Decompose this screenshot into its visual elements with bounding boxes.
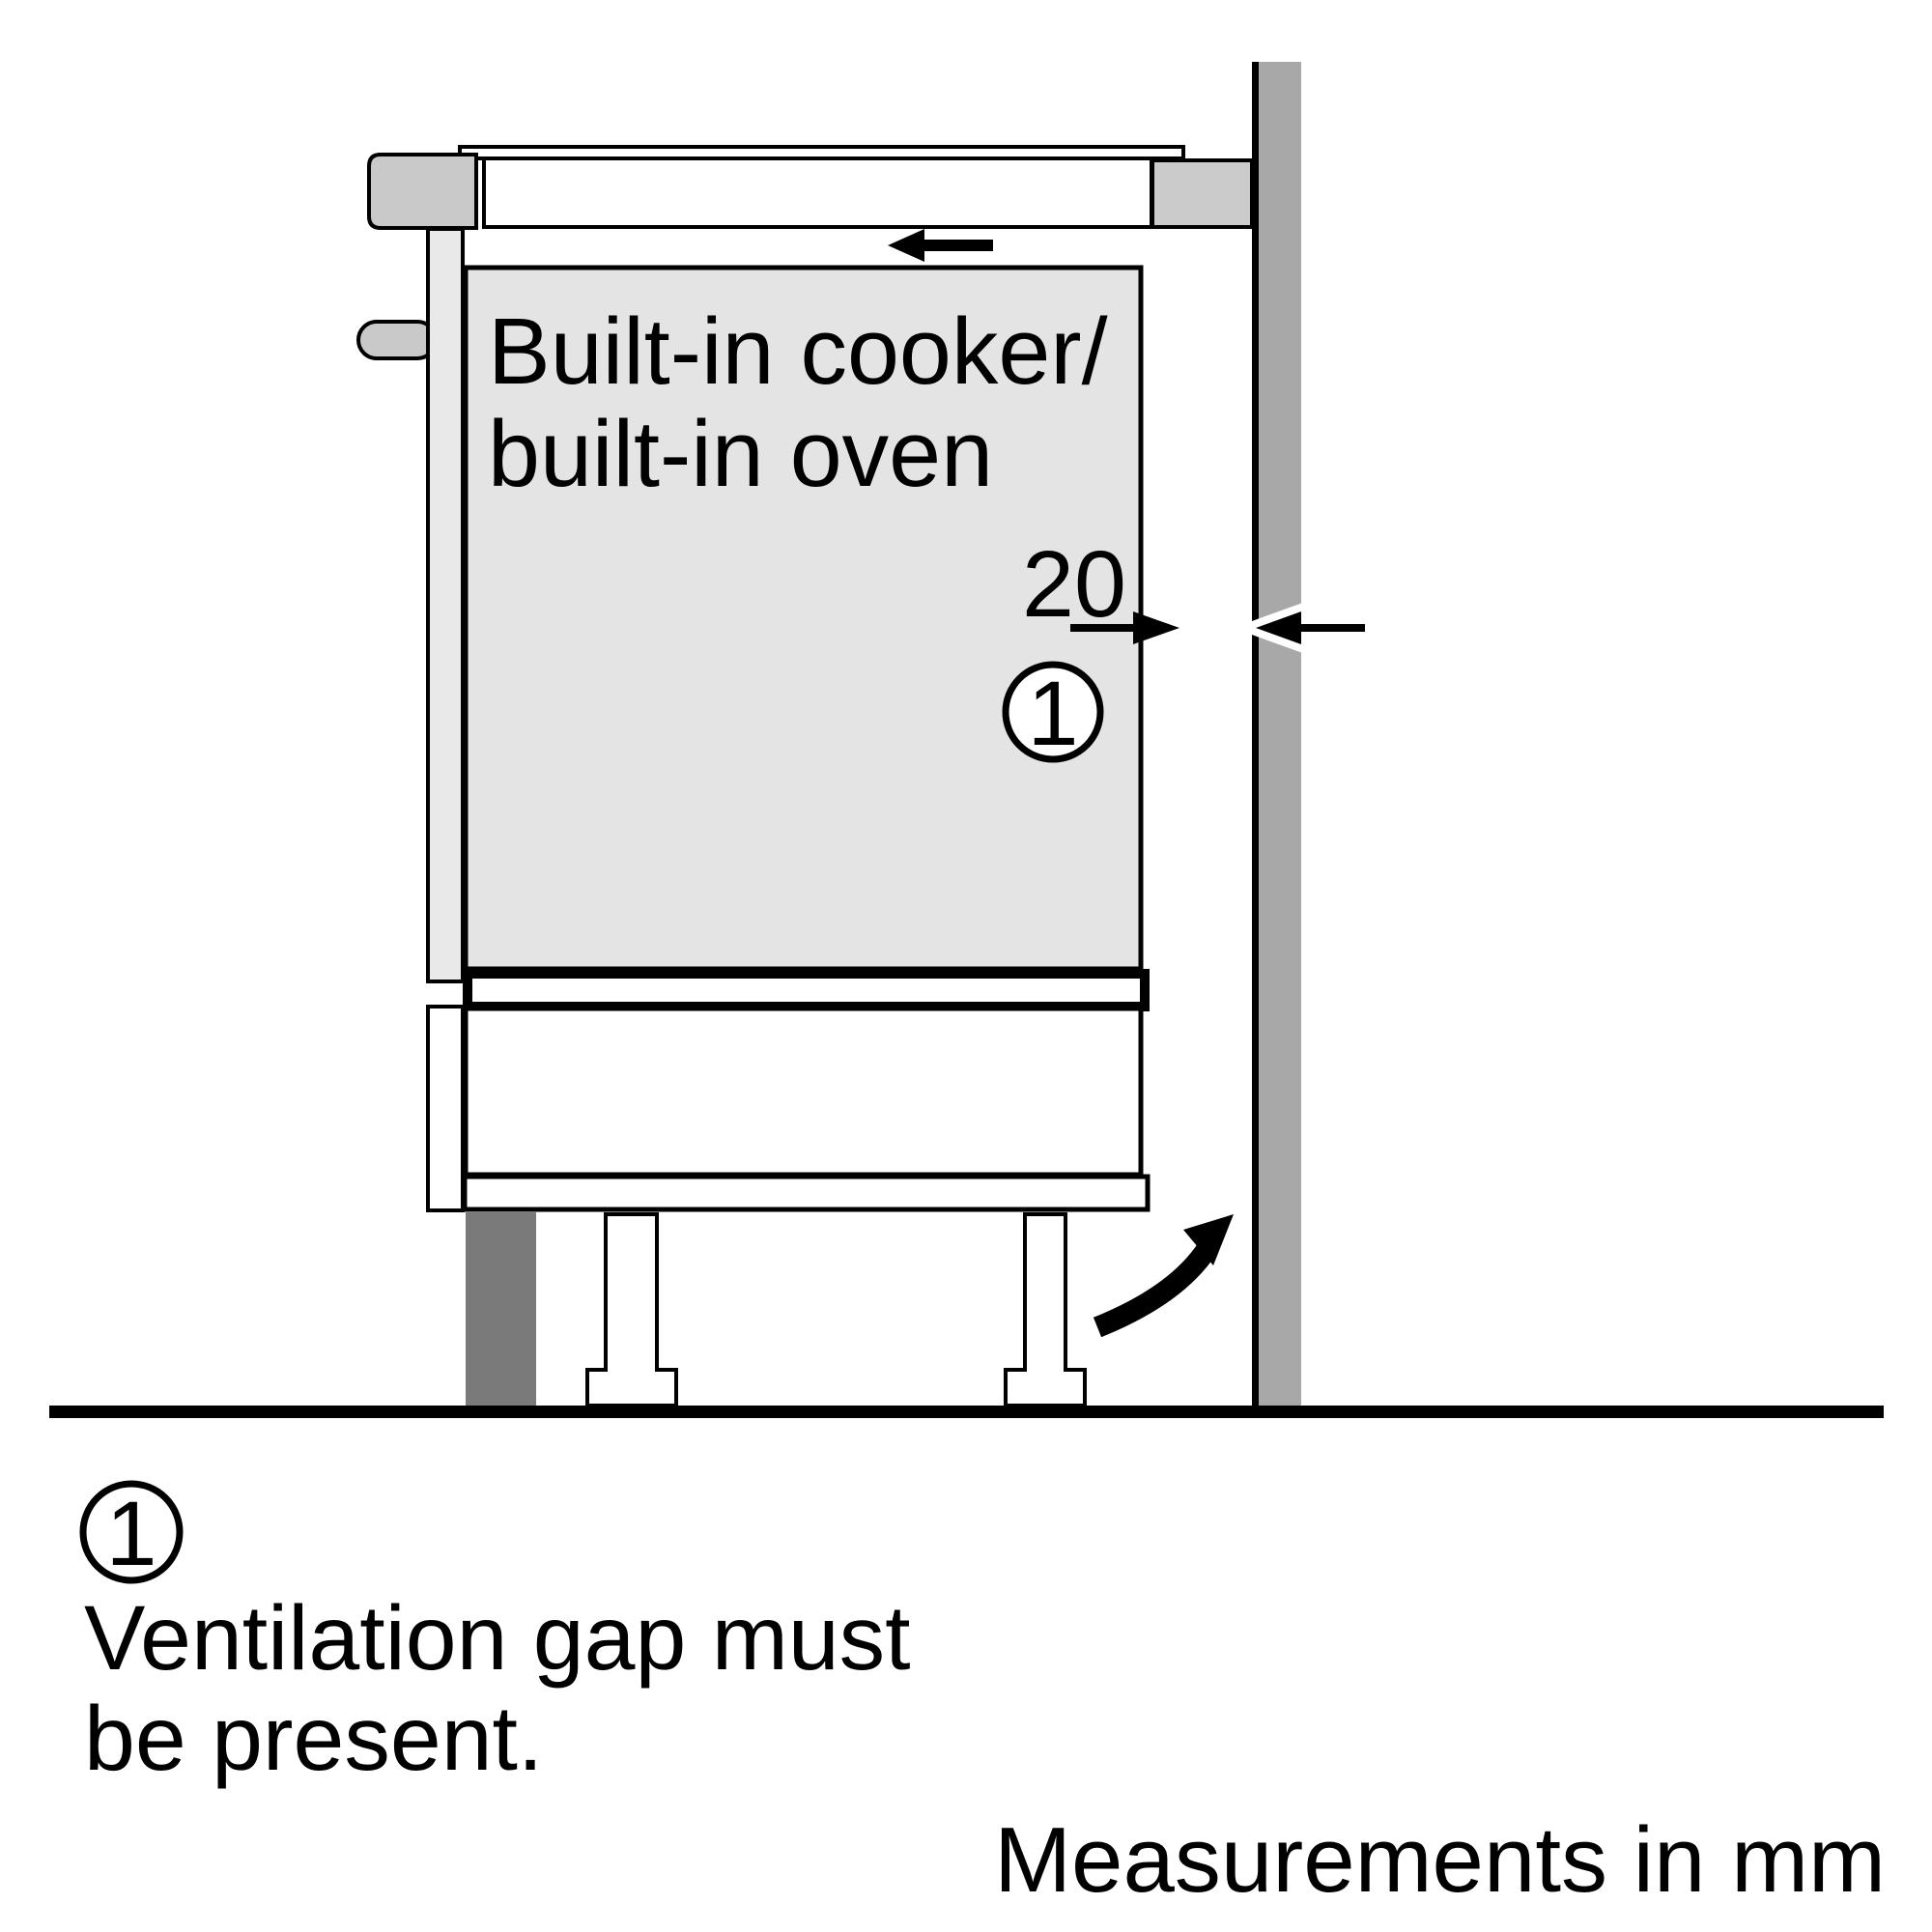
oven-door-front xyxy=(428,229,463,981)
slide-in-arrow-tail xyxy=(923,240,993,251)
base-shelf-band xyxy=(468,974,1145,1007)
units-note: Measurements in mm xyxy=(994,1808,1886,1912)
plinth xyxy=(466,1212,536,1406)
gap-dimension-right-arrow-icon xyxy=(1256,611,1365,644)
hob-front-panel xyxy=(369,155,476,228)
airflow-arrow-icon xyxy=(1097,1214,1234,1327)
appliance-label-line1: Built-in cooker/ xyxy=(488,298,1108,404)
slide-in-arrow-head xyxy=(888,229,924,262)
floor-line xyxy=(49,1406,1884,1418)
callout-number: 1 xyxy=(1027,663,1079,765)
legend-text-line1: Ventilation gap must xyxy=(84,1587,911,1690)
slide-in-arrow-icon xyxy=(888,229,993,262)
airflow-arrow-shaft xyxy=(1097,1248,1208,1327)
right-foot xyxy=(1006,1214,1085,1406)
gap-dim-right-tail xyxy=(1301,624,1365,632)
legend-text-line2: be present. xyxy=(84,1688,544,1790)
drawer-front-strip xyxy=(428,1007,463,1210)
wall-edge-line xyxy=(1252,62,1259,1406)
gap-dimension-value: 20 xyxy=(1022,531,1126,637)
appliance-label-line2: built-in oven xyxy=(488,401,994,506)
legend-1-marker xyxy=(83,1483,180,1585)
door-handle xyxy=(358,322,436,358)
worktop-filler xyxy=(1152,160,1252,227)
left-foot xyxy=(587,1214,676,1406)
legend-number: 1 xyxy=(105,1483,157,1585)
wall xyxy=(1258,62,1301,1406)
worktop xyxy=(484,158,1151,227)
base-band xyxy=(465,1177,1148,1209)
callout-1-marker xyxy=(1006,663,1100,765)
gap-dim-left-head xyxy=(1133,611,1179,644)
drawer-box xyxy=(466,1009,1141,1175)
